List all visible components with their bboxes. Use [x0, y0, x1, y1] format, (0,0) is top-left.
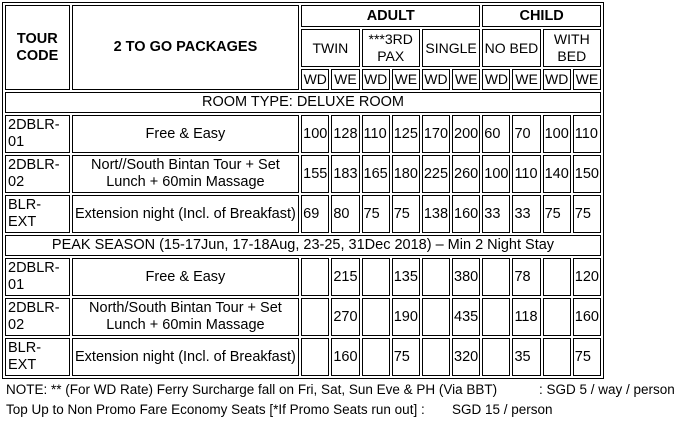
price-cell	[301, 258, 329, 296]
price-cell: 135	[392, 258, 420, 296]
child-header: CHILD	[482, 5, 601, 27]
price-cell: 170	[422, 115, 450, 153]
price-cell	[543, 338, 571, 376]
wd-header: WD	[482, 69, 510, 90]
price-cell	[543, 298, 571, 336]
we-header: WE	[452, 69, 480, 90]
tour-code-cell: 2DBLR-01	[5, 258, 70, 296]
table-row	[5, 298, 601, 336]
rate-table	[2, 2, 604, 379]
section-row-regular	[5, 92, 601, 113]
price-cell: 260	[452, 155, 480, 193]
price-cell: 75	[392, 338, 420, 376]
packages-header: 2 TO GO PACKAGES	[72, 5, 299, 90]
package-name-cell: Nort//South Bintan Tour + Set Lunch + 60min Massage	[72, 155, 299, 193]
price-cell	[422, 258, 450, 296]
wd-header: WD	[422, 69, 450, 90]
table-row	[5, 338, 601, 376]
price-cell: 160	[331, 338, 359, 376]
price-cell: 35	[512, 338, 540, 376]
price-cell	[422, 338, 450, 376]
price-cell	[362, 338, 390, 376]
price-cell: 270	[331, 298, 359, 336]
price-cell: 165	[362, 155, 390, 193]
price-cell: 110	[362, 115, 390, 153]
price-cell: 75	[543, 195, 571, 233]
price-cell: 75	[392, 195, 420, 233]
tour-code-header: TOUR CODE	[5, 5, 70, 90]
price-cell: 183	[331, 155, 359, 193]
price-cell	[482, 258, 510, 296]
notes	[6, 380, 686, 420]
rate-table-container	[2, 2, 604, 379]
wd-header: WD	[543, 69, 571, 90]
price-cell: 180	[392, 155, 420, 193]
price-cell: 225	[422, 155, 450, 193]
price-cell: 160	[573, 298, 601, 336]
table-row	[5, 115, 601, 153]
tour-code-cell: 2DBLR-01	[5, 115, 70, 153]
price-cell	[482, 298, 510, 336]
note-value: : SGD 5 / way / person	[539, 382, 675, 397]
tour-code-cell: BLR-EXT	[5, 195, 70, 233]
price-cell: 128	[331, 115, 359, 153]
price-cell: 75	[573, 338, 601, 376]
note-top-up	[6, 400, 686, 420]
third-pax-header: ***3RD PAX	[362, 29, 420, 67]
package-name-cell: Free & Easy	[72, 115, 299, 153]
we-header: WE	[573, 69, 601, 90]
price-cell: 150	[573, 155, 601, 193]
price-cell: 160	[452, 195, 480, 233]
peak-season-label: PEAK SEASON (15-17Jun, 17-18Aug, 23-25, 31Dec 2018) – Min 2 Night Stay	[5, 235, 601, 256]
with-bed-header: WITH BED	[543, 29, 601, 67]
price-cell: 70	[512, 115, 540, 153]
price-cell: 215	[331, 258, 359, 296]
price-cell	[543, 258, 571, 296]
we-header: WE	[392, 69, 420, 90]
price-cell: 60	[482, 115, 510, 153]
tour-code-cell: BLR-EXT	[5, 338, 70, 376]
wd-header: WD	[362, 69, 390, 90]
price-cell	[422, 298, 450, 336]
price-cell: 69	[301, 195, 329, 233]
price-cell	[362, 298, 390, 336]
note-text: NOTE: ** (For WD Rate) Ferry Surcharge fall on Fri, Sat, Sun Eve & PH (Via BBT)	[6, 382, 498, 397]
room-type-label: ROOM TYPE: DELUXE ROOM	[5, 92, 601, 113]
package-name-cell: Extension night (Incl. of Breakfast)	[72, 338, 299, 376]
note-ferry-surcharge	[6, 380, 686, 400]
price-cell: 320	[452, 338, 480, 376]
price-cell: 140	[543, 155, 571, 193]
we-header: WE	[512, 69, 540, 90]
price-cell: 125	[392, 115, 420, 153]
price-cell: 100	[482, 155, 510, 193]
single-header: SINGLE	[422, 29, 480, 67]
wd-header: WD	[301, 69, 329, 90]
price-cell: 435	[452, 298, 480, 336]
twin-header: TWIN	[301, 29, 359, 67]
note-text: Top Up to Non Promo Fare Economy Seats [*If Promo Seats run out] :	[6, 402, 425, 417]
price-cell: 100	[301, 115, 329, 153]
tour-code-cell: 2DBLR-02	[5, 155, 70, 193]
price-cell: 78	[512, 258, 540, 296]
adult-header: ADULT	[301, 5, 480, 27]
tour-code-cell: 2DBLR-02	[5, 298, 70, 336]
package-name-cell: North/South Bintan Tour + Set Lunch + 60min Massage	[72, 298, 299, 336]
package-name-cell: Extension night (Incl. of Breakfast)	[72, 195, 299, 233]
price-cell	[301, 298, 329, 336]
price-cell	[362, 258, 390, 296]
header-row-1	[5, 5, 601, 27]
package-name-cell: Free & Easy	[72, 258, 299, 296]
price-cell: 33	[512, 195, 540, 233]
price-cell: 138	[422, 195, 450, 233]
price-cell	[482, 338, 510, 376]
table-row	[5, 195, 601, 233]
price-cell	[301, 338, 329, 376]
section-row-peak	[5, 235, 601, 256]
we-header: WE	[331, 69, 359, 90]
price-cell: 190	[392, 298, 420, 336]
price-cell: 80	[331, 195, 359, 233]
table-row	[5, 155, 601, 193]
price-cell: 110	[573, 115, 601, 153]
price-cell: 380	[452, 258, 480, 296]
price-cell: 118	[512, 298, 540, 336]
no-bed-header: NO BED	[482, 29, 540, 67]
price-cell: 120	[573, 258, 601, 296]
price-cell: 75	[573, 195, 601, 233]
table-row	[5, 258, 601, 296]
price-cell: 33	[482, 195, 510, 233]
price-cell: 100	[543, 115, 571, 153]
price-cell: 75	[362, 195, 390, 233]
price-cell: 110	[512, 155, 540, 193]
price-cell: 155	[301, 155, 329, 193]
note-value: SGD 15 / person	[452, 402, 553, 417]
price-cell: 200	[452, 115, 480, 153]
